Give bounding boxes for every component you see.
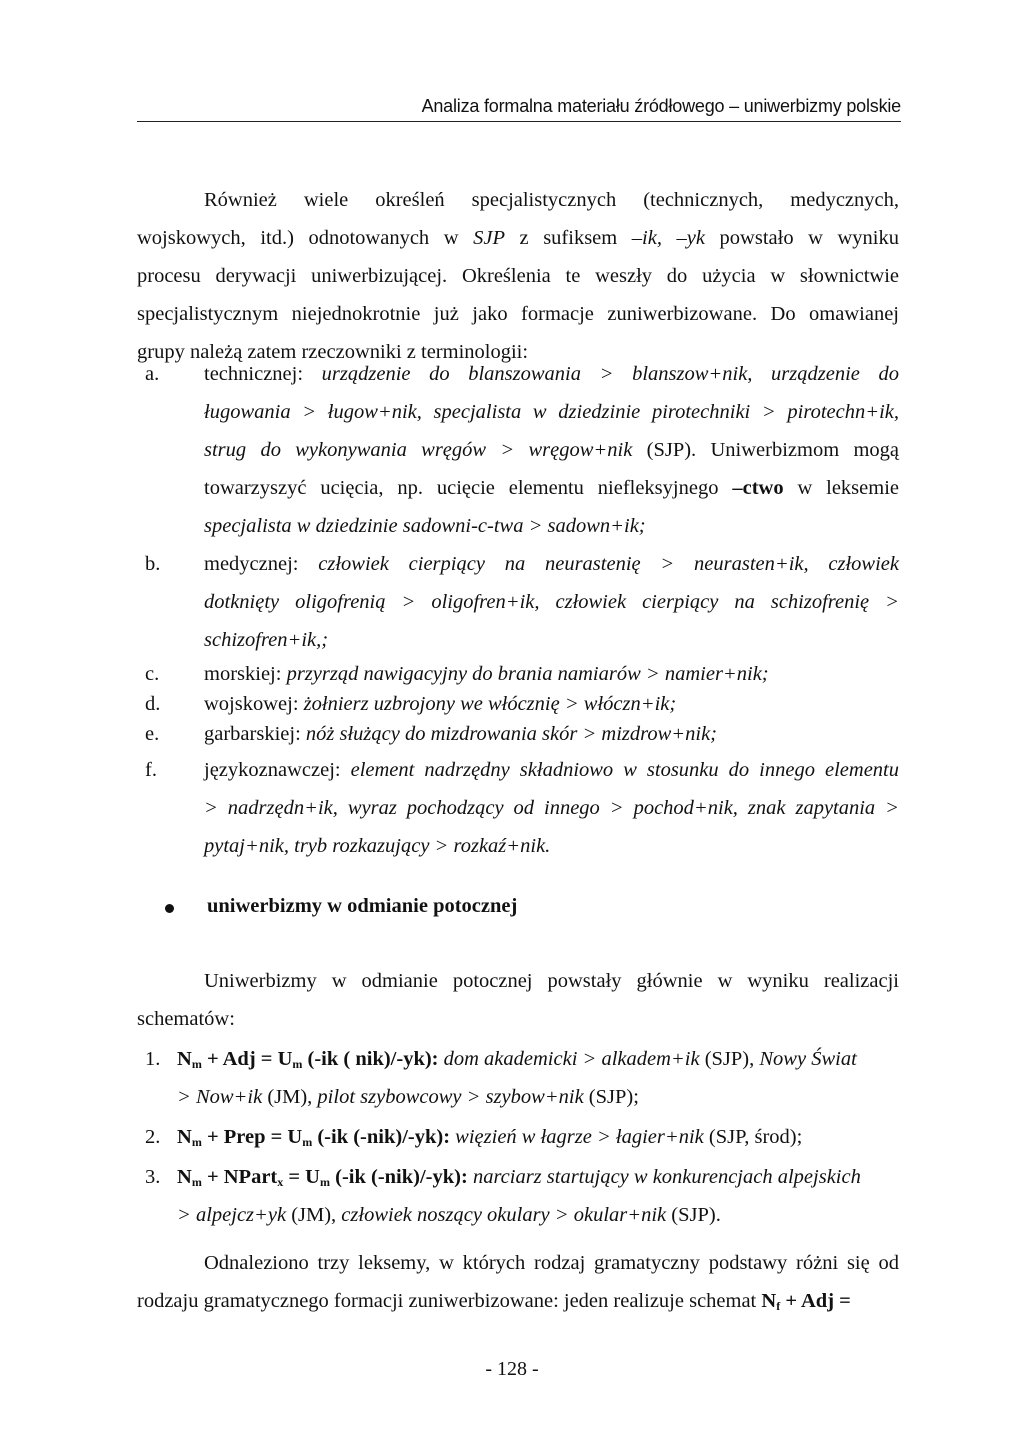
bullet-icon	[165, 904, 174, 913]
text-line: Uniwerbizmy w odmianie potocznej powstały głównie w wyniku realizacji	[204, 970, 899, 992]
text-line: > Now+ik (JM), pilot szybowcowy > szybow+nik (SJP);	[177, 1086, 639, 1108]
text-line: procesu derywacji uniwerbizującej. Określenia te weszły do użycia w słownictwie	[137, 265, 899, 287]
schema-item-2	[137, 1118, 899, 1156]
text-line: Również wiele określeń specjalistycznych (technicznych, medycznych,	[204, 189, 899, 211]
text-line: morskiej: przyrząd nawigacyjny do brania namiarów > namier+nik;	[204, 663, 769, 685]
text-line: specjalistycznym niejednokrotnie już jako formacje zuniwerbizowane. Do omawianej	[137, 303, 899, 325]
list-item-e	[137, 719, 899, 749]
list-marker: 1.	[145, 1048, 161, 1070]
running-header: Analiza formalna materiału źródłowego – uniwerbizmy polskie	[137, 96, 901, 122]
intro-paragraph	[137, 181, 899, 371]
text-line: medycznej: człowiek cierpiący na neurastenię > neurasten+ik, człowiek	[204, 553, 900, 575]
list-marker: 2.	[145, 1126, 161, 1148]
text-line: ługowania > ługow+nik, specjalista w dziedzinie pirotechniki > pirotechn+ik,	[204, 401, 899, 423]
text-line: > nadrzędn+ik, wyraz pochodzący od innego > pochod+nik, znak zapytania >	[204, 797, 899, 819]
list-marker: f.	[145, 759, 157, 781]
text-line: $N_m$ + NPart$_x$ = $U_m$ (-ik (-nik)/-yk): narciarz startujący w konkurencjach alpejskich	[177, 1166, 861, 1189]
list-item-b	[137, 545, 899, 659]
text-line: pytaj+nik, tryb rozkazujący > rozkaź+nik.	[204, 835, 551, 857]
list-marker: b.	[145, 553, 161, 575]
list-marker: e.	[145, 723, 160, 745]
page-number: - 128 -	[485, 1358, 539, 1380]
text-line: $N_m$ + Adj = $U_m$ (-ik ( nik)/-yk): dom akademicki > alkadem+ik (SJP), Nowy Świat	[177, 1048, 857, 1071]
text-line: $N_m$ + Prep = $U_m$ (-ik (-nik)/-yk): więzień w łagrze > łagier+nik (SJP, środ);	[177, 1126, 803, 1149]
list-marker: 3.	[145, 1166, 161, 1188]
text-line: schizofren+ik,;	[204, 629, 329, 651]
list-item-f	[137, 751, 899, 865]
text-line: wojskowych, itd.) odnotowanych w SJP z sufiksem –ik, –yk powstało w wyniku	[137, 227, 899, 249]
text-line: technicznej: urządzenie do blanszowania > blanszow+nik, urządzenie do	[204, 363, 899, 385]
list-item-c	[137, 659, 899, 689]
text-line: schematów:	[137, 1008, 235, 1030]
list-marker: d.	[145, 693, 161, 715]
schema-list	[137, 1040, 899, 1234]
section-heading-text: uniwerbizmy w odmianie potocznej	[207, 895, 518, 917]
text-line: wojskowej: żołnierz uzbrojony we włócznię > włóczn+ik;	[204, 693, 677, 715]
text-line: Odnaleziono trzy leksemy, w których rodzaj gramatyczny podstawy różni się od	[204, 1252, 899, 1274]
text-line: dotknięty oligofrenią > oligofren+ik, człowiek cierpiący na schizofrenię >	[204, 591, 899, 613]
list-marker: c.	[145, 663, 160, 685]
schema-item-1	[137, 1040, 899, 1116]
text-line: grupy należą zatem rzeczowniki z terminologii:	[137, 341, 529, 363]
text-line: > alpejcz+yk (JM), człowiek noszący okulary > okular+nik (SJP).	[177, 1204, 721, 1226]
list-item-a	[137, 355, 899, 545]
list-marker: a.	[145, 363, 160, 385]
list-item-d	[137, 689, 899, 719]
schema-item-3	[137, 1158, 899, 1234]
text-line: towarzyszyć ucięcia, np. ucięcie elementu niefleksyjnego –ctwo w leksemie	[204, 477, 899, 499]
terminology-list	[137, 355, 899, 865]
text-line: językoznawczej: element nadrzędny składniowo w stosunku do innego elementu	[204, 759, 899, 781]
colloquial-paragraph	[137, 962, 899, 1038]
text-line: rodzaju gramatycznego formacji zuniwerbizowane: jeden realizuje schemat $N_f$ + Adj =	[137, 1290, 851, 1313]
text-line: garbarskiej: nóż służący do mizdrowania skór > mizdrow+nik;	[204, 723, 717, 745]
closing-paragraph	[137, 1244, 899, 1320]
text-line: strug do wykonywania wręgów > wręgow+nik (SJP). Uniwerbizmom mogą	[204, 439, 899, 461]
text-line: specjalista w dziedzinie sadowni-c-twa > sadown+ik;	[204, 515, 646, 537]
